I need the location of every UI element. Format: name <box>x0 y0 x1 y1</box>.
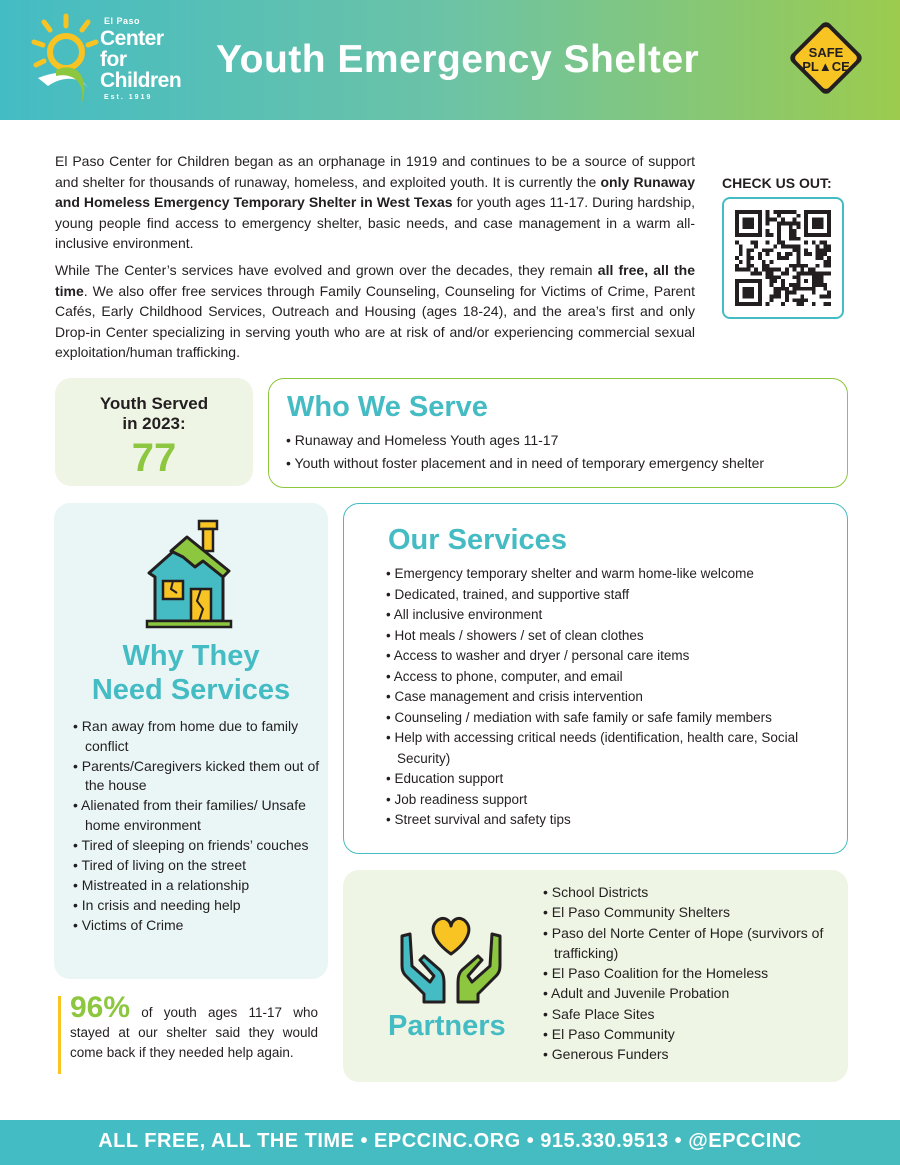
center-for-children-logo[interactable] <box>28 10 208 110</box>
youth-served-stat <box>55 378 253 486</box>
why-item: • Tired of sleeping on friends’ couches <box>73 836 309 853</box>
qr-heading: CHECK US OUT: <box>722 175 832 191</box>
service-item: • Access to phone, computer, and email <box>386 668 623 684</box>
why-item: • Victims of Crime <box>73 917 184 934</box>
intro-emphasis: all free, all the time <box>55 262 696 299</box>
hands-heart-icon <box>396 906 506 1006</box>
why-item: • Mistreated in a relationship <box>73 876 250 893</box>
why-they-need-services-title <box>54 639 328 707</box>
partners-list <box>543 882 843 1065</box>
qr-code-icon <box>735 210 831 306</box>
footer-banner <box>0 1120 900 1165</box>
stat-label-line: Youth Served <box>99 394 209 413</box>
page-title: Youth Emergency Shelter <box>216 38 700 81</box>
who-item: • Runaway and Homeless Youth ages 11-17 <box>286 432 559 448</box>
partner-item: • Safe Place Sites <box>543 1005 655 1022</box>
our-services-box <box>343 503 848 854</box>
stat-label <box>55 394 253 434</box>
intro-text: . We also offer free services through Family Counseling, Counseling for Victims of Crime, Parent Cafés, Early Childhood Services, Outreach and Housing (ages 18-24), and the area’s first and only Drop-in Center specializing in serving youth who are at risk of and/or experiencing commercial sexual exploitation/human trafficking. <box>55 282 695 360</box>
why-item: • Tired of living on the street <box>73 856 246 873</box>
safe-place-badge[interactable] <box>780 12 872 104</box>
intro-text: While The Center’s services have evolved and grown over the decades, they remain <box>55 262 598 278</box>
our-services-title: Our Services <box>388 524 567 556</box>
service-item: • Job readiness support <box>386 791 528 807</box>
logo-city: El Paso <box>104 16 141 26</box>
service-item: • Dedicated, trained, and supportive staff <box>386 586 630 602</box>
why-title-line: Need Services <box>91 674 291 706</box>
why-they-need-services-box <box>54 503 328 979</box>
quote-accent-bar <box>58 996 61 1074</box>
safe-place-line2: PL▲CE <box>802 59 850 74</box>
why-title-line: Why They <box>122 640 260 672</box>
partner-item: • El Paso Community Shelters <box>543 904 730 921</box>
partner-item: • El Paso Coalition for the Homeless <box>543 965 769 982</box>
intro-paragraph-2 <box>55 260 695 363</box>
service-item: • Help with accessing critical needs (identification, health care, Social Security) <box>386 730 799 766</box>
service-item: • Counseling / mediation with safe family or safe family members <box>386 709 772 725</box>
safe-place-line1: SAFE <box>808 45 844 60</box>
return-stat-quote <box>70 991 318 1063</box>
quote-percent: 96% <box>70 991 131 1024</box>
service-item: • Education support <box>386 771 504 786</box>
logo-established: Est. 1919 <box>104 94 153 101</box>
partner-item: • Paso del Norte Center of Hope (survivors of trafficking) <box>543 924 824 961</box>
footer-contact-line[interactable]: ALL FREE, ALL THE TIME • EPCCINC.ORG • 915.330.9513 • @EPCCINC <box>98 1130 802 1152</box>
intro-emphasis: only Runaway and Homeless Emergency Temporary Shelter in West Texas <box>55 173 695 210</box>
why-item: • Ran away from home due to family conflict <box>73 718 299 754</box>
partner-item: • School Districts <box>543 884 649 900</box>
service-item: • Access to washer and dryer / personal care items <box>386 648 690 663</box>
service-item: • Emergency temporary shelter and warm home-like welcome <box>386 566 754 581</box>
stat-label-line: in 2023: <box>122 414 186 433</box>
stat-value: 77 <box>131 436 177 480</box>
why-item: • Parents/Caregivers kicked them out of the house <box>73 757 320 794</box>
logo-name-line: for <box>100 48 127 71</box>
intro-text: for youth ages 11-17. During hardship, young people find access to emergency shelter, basic needs, and case management in a warm all-inclusive environment. <box>55 194 695 251</box>
logo-name-line: Center <box>100 27 164 50</box>
safe-place-diamond-icon <box>780 12 872 104</box>
sun-logo-icon <box>28 10 108 110</box>
quote-body: of youth ages 11-17 who stayed at our shelter said they would come back if they needed help again. <box>70 1005 318 1060</box>
qr-code-box[interactable] <box>722 197 844 319</box>
partner-item: • Adult and Juvenile Probation <box>543 985 730 1002</box>
header-banner <box>0 0 900 120</box>
logo-name <box>100 28 181 91</box>
service-item: • Street survival and safety tips <box>386 812 571 827</box>
partner-item: • El Paso Community <box>543 1026 675 1043</box>
who-we-serve-box <box>268 378 848 488</box>
intro-paragraph-1 <box>55 151 695 254</box>
partner-item: • Generous Funders <box>543 1046 669 1063</box>
why-list <box>73 717 323 936</box>
who-we-serve-title: Who We Serve <box>287 391 488 423</box>
logo-name-line: Children <box>100 69 182 92</box>
who-item: • Youth without foster placement and in need of temporary emergency shelter <box>286 455 765 471</box>
why-item: • In crisis and needing help <box>73 897 241 914</box>
service-item: • Case management and crisis intervention <box>386 689 643 704</box>
intro-text: El Paso Center for Children began as an orphanage in 1919 and continues to be a source of support and shelter for thousands of runaway, homeless, and exploited youth. It is currently the <box>55 153 695 190</box>
why-item: • Alienated from their families/ Unsafe home environment <box>73 797 306 833</box>
service-item: • Hot meals / showers / set of clean clothes <box>386 627 644 643</box>
partners-title: Partners <box>388 1010 506 1042</box>
service-item: • All inclusive environment <box>386 607 543 622</box>
damaged-house-icon <box>143 517 235 629</box>
partners-box <box>343 870 848 1082</box>
services-list <box>386 564 836 831</box>
